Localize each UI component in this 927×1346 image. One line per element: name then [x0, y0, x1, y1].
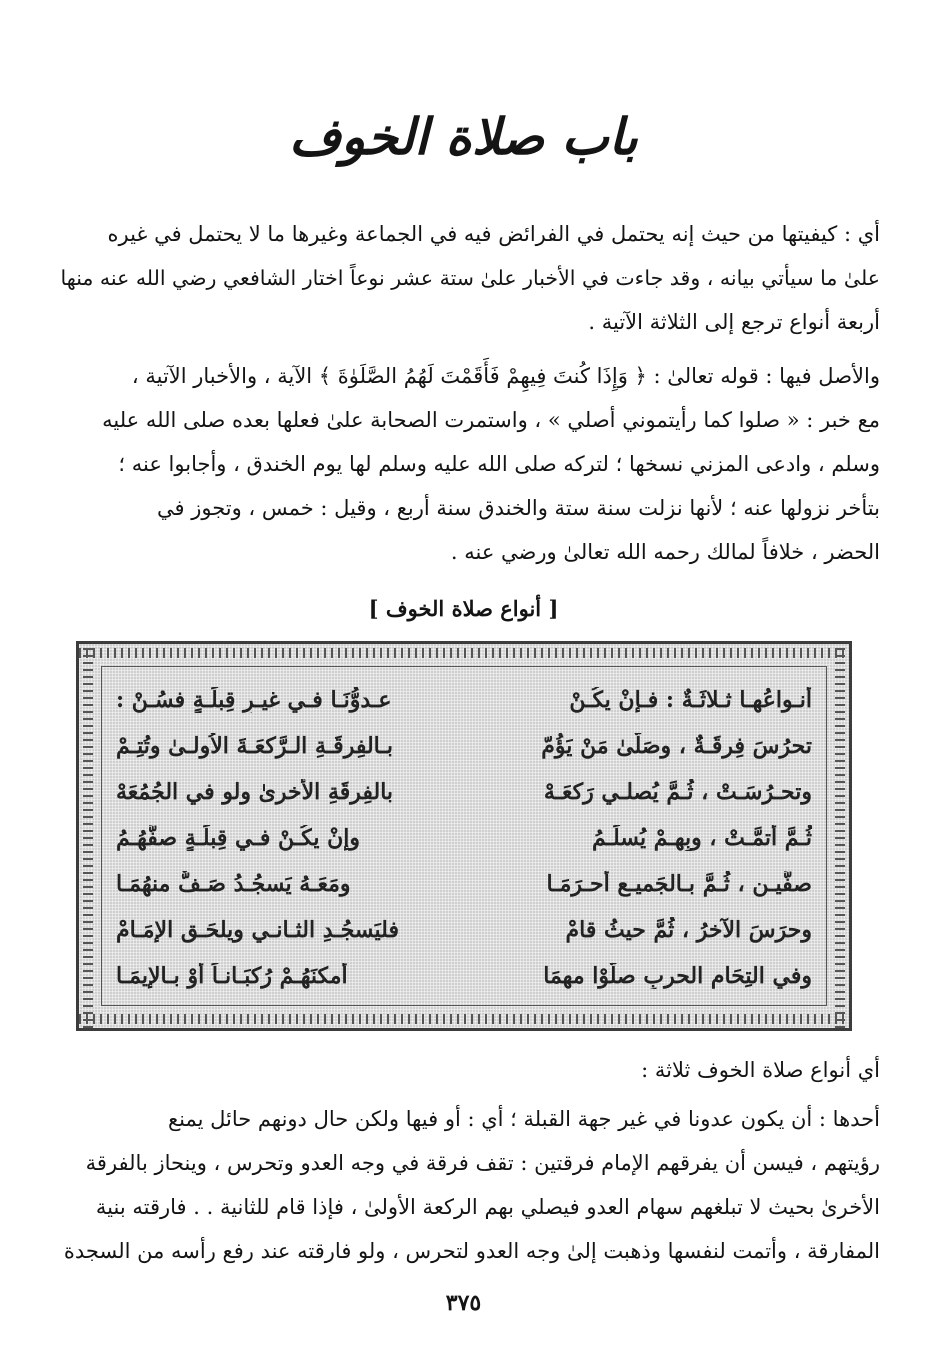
paragraph-origin — [50, 354, 880, 574]
verse-first-hemistich: تحرُسَ فِرقَـةٌ ، وصَلَّىٰ مَنْ يَؤُمّ — [541, 733, 812, 759]
text-line: أحدها : أن يكون عدونا في غير جهة القبلة ؛ أي : أو فيها ولكن حال دونهم حائل يمنع — [167, 1107, 880, 1131]
text-line: وسلم ، وادعى المزني نسخها ؛ لتركه صلى الله عليه وسلم لها يوم الخندق ، وأجابوا عنه ؛ — [118, 452, 880, 476]
verse-second-hemistich: ومَعَـهُ يَسجُـدُ صَـفٌّ منهُمَـا — [116, 871, 351, 897]
text-line: علىٰ ما سيأتي بيانه ، وقد جاءت في الأخبار علىٰ ستة عشر نوعاً اختار الشافعي رضي الله عنه منها — [60, 266, 880, 290]
poem-verse — [116, 953, 812, 999]
poem-verse — [116, 861, 812, 907]
ornament-border — [79, 1014, 849, 1024]
poem-verse — [116, 907, 812, 953]
verse-second-hemistich: فليَسجُـدِ الثـانـي ويلحَـقِ الإمَـامْ — [116, 917, 399, 943]
paragraph-intro — [50, 212, 880, 344]
ornament-border — [83, 644, 93, 1028]
verse-second-hemistich: أمكنَهُـمْ رُكبَـانـاً أوْ بـالإيمَـا — [116, 963, 348, 989]
ornament-border — [835, 644, 845, 1028]
verse-second-hemistich: وإنْ يكُـنْ فـي قِبلَـةٍ صفَّهُـمُ — [116, 825, 361, 851]
verse-first-hemistich: أنـواعُهـا ثـلاثَـةٌ : فـإنْ يكُـنْ — [569, 687, 812, 713]
verse-first-hemistich: وحرَسَ الآخرُ ، ثُمَّ حيثُ قامْ — [565, 917, 812, 943]
text-line: أي أنواع صلاة الخوف ثلاثة : — [641, 1058, 880, 1082]
text-line: رؤيتهم ، فيسن أن يفرقهم الإمام فرقتين : تقف فرقة في وجه العدو وتحرس ، وينحاز بالفرقة — [85, 1151, 880, 1175]
poem-inner-frame — [101, 666, 827, 1006]
section-heading: [ أنواع صلاة الخوف ] — [368, 596, 559, 621]
page-number: ٣٧٥ — [445, 1290, 482, 1316]
paragraph-first-type — [50, 1097, 880, 1273]
poem-verse — [116, 815, 812, 861]
poem-verse — [116, 677, 812, 723]
text-line: أي : كيفيتها من حيث إنه يحتمل في الفرائض فيه في الجماعة وغيرها ما لا يحتمل في غيره — [107, 222, 880, 246]
verse-first-hemistich: صفَّيـنِ ، ثُـمَّ بـالجَميـعِ أحـرَمَـا — [546, 871, 812, 897]
poem-box — [76, 641, 852, 1031]
ornament-border — [79, 648, 849, 658]
verse-second-hemistich: بالفِرقَةِ الأخرىٰ ولو في الجُمُعَهْ — [116, 779, 394, 805]
text-line: والأصل فيها : قوله تعالىٰ : ﴿ وَإِذَا كُنتَ فِيهِمْ فَأَقَمْتَ لَهُمُ الصَّلَوٰةَ ﴾ الآية ، والأخبار الآتية ، — [131, 364, 880, 388]
verse-second-hemistich: عـدوُّنَـا فـي غيـرِ قِبلَـةٍ فسُـنْ : — [116, 687, 392, 713]
text-line: الحضر ، خلافاً لمالك رحمه الله تعالىٰ ورضي عنه . — [450, 540, 880, 564]
verse-first-hemistich: ثُـمَّ أتمَّـتْ ، وبِهِـمْ يُسلِّـمُ — [591, 825, 812, 851]
text-line: الأخرىٰ بحيث لا تبلغهم سهام العدو فيصلي بهم الركعة الأولىٰ ، فإذا قام للثانية . . فارقته بنية — [95, 1195, 880, 1219]
paragraph-types-intro — [50, 1048, 880, 1092]
text-line: المفارقة ، وأتمت لنفسها وذهبت إلىٰ وجه العدو لتحرس ، ولو فارقته عند رفع رأسه من السجدة — [63, 1239, 880, 1263]
text-line: أربعة أنواع ترجع إلى الثلاثة الآتية . — [588, 310, 880, 334]
verse-first-hemistich: وفي التِحَامِ الحربِ صلَّوْا مهمَا — [543, 963, 812, 989]
poem-verse — [116, 769, 812, 815]
verse-second-hemistich: بـالفِرقَـةِ الـرَّكعَـةَ الاُولـىٰ وتُتِـمْ — [116, 733, 393, 759]
verse-first-hemistich: وتحـرُسَـتْ ، ثُـمَّ يُصلـي رَكعَـهْ — [543, 779, 812, 805]
chapter-title: باب صلاة الخوف — [289, 107, 638, 166]
text-line: بتأخر نزولها عنه ؛ لأنها نزلت سنة ستة والخندق سنة أربع ، وقيل : خمس ، وتجوز في — [156, 496, 880, 520]
poem-verse — [116, 723, 812, 769]
text-line: مع خبر : « صلوا كما رأيتموني أصلي » ، واستمرت الصحابة علىٰ فعلها بعده صلى الله عليه — [102, 408, 880, 432]
